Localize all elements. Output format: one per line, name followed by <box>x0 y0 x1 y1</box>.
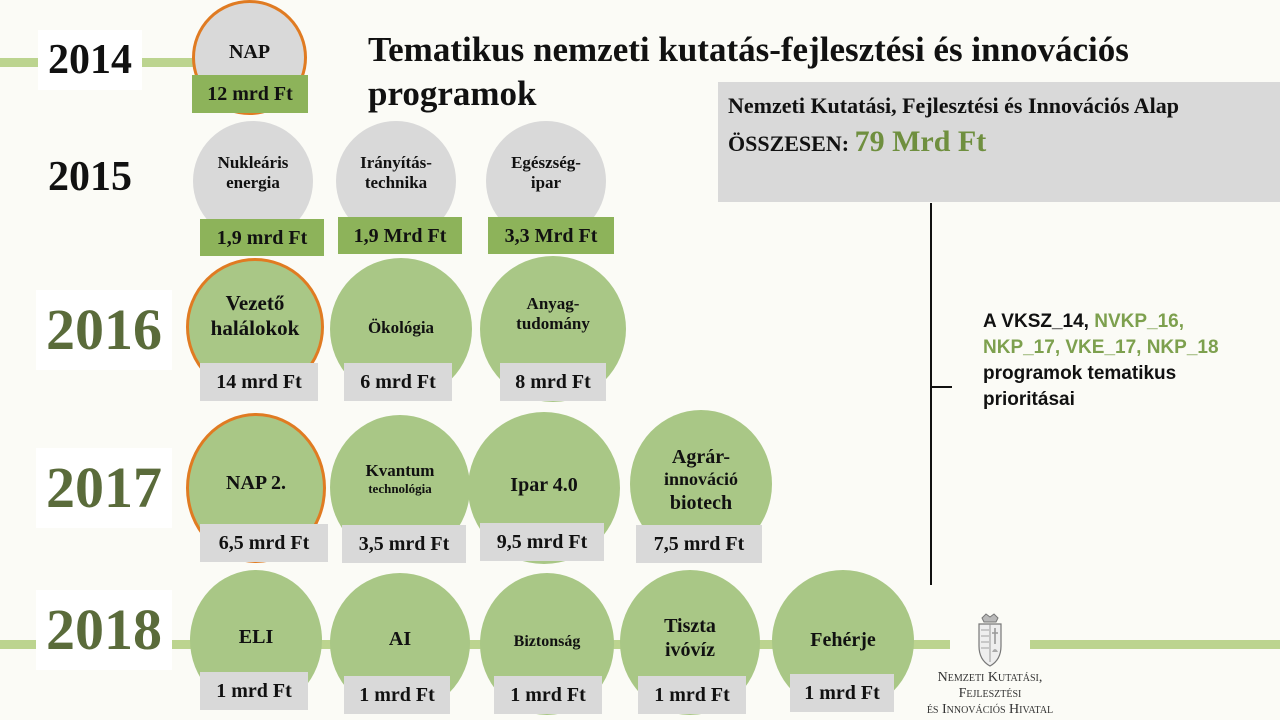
program-name-line1: Anyag- <box>526 293 580 313</box>
program-amount: 1 mrd Ft <box>200 672 308 710</box>
program-amount: 14 mrd Ft <box>200 363 318 401</box>
note-highlight: NVKP_16, NKP_17, VKE_17, NKP_18 <box>983 311 1219 358</box>
program-name: ELI <box>238 626 274 648</box>
program-name-line2: innováció <box>663 469 738 490</box>
fund-total-label: ÖSSZESEN: <box>728 131 850 156</box>
page-title: Tematikus nemzeti kutatás-fejlesztési és innovációs programok <box>368 30 1129 113</box>
program-name: NAP 2. <box>226 472 286 494</box>
note-part-1: A VKSZ_14, <box>983 311 1095 332</box>
program-amount: 12 mrd Ft <box>192 75 308 113</box>
year-2015: 2015 <box>48 154 132 200</box>
year-2017: 2017 <box>36 448 172 528</box>
program-name-line1: Tiszta <box>664 614 716 637</box>
program-amount: 1 mrd Ft <box>638 676 746 714</box>
fund-total <box>728 125 1270 159</box>
hungarian-coat-of-arms-icon <box>974 612 1006 668</box>
program-name-line1: Agrár- <box>671 446 731 469</box>
program-amount: 6 mrd Ft <box>344 363 452 401</box>
program-amount: 7,5 mrd Ft <box>636 525 762 563</box>
program-amount: 9,5 mrd Ft <box>480 523 604 561</box>
program-name-line3: biotech <box>669 491 733 514</box>
logo-text-line1: Nemzeti Kutatási, Fejlesztési <box>937 670 1043 701</box>
program-priorities-note <box>983 309 1243 413</box>
program-name-line2: tudomány <box>516 314 590 333</box>
program-name-line2: halálokok <box>210 316 300 340</box>
program-name-line1: Egészség- <box>511 152 581 172</box>
fund-total-value: 79 Mrd Ft <box>854 125 987 158</box>
program-name-line2: ivóvíz <box>664 638 715 661</box>
program-amount: 1 mrd Ft <box>790 674 894 712</box>
nkfih-logo <box>905 612 1075 718</box>
logo-text-line2: és Innovációs Hivatal <box>926 702 1054 717</box>
program-name: Biztonság <box>513 633 581 651</box>
bracket-tip <box>930 386 952 388</box>
bracket <box>916 203 932 585</box>
program-name: Ipar 4.0 <box>510 474 578 496</box>
program-amount: 3,5 mrd Ft <box>342 525 466 563</box>
program-amount: 1,9 mrd Ft <box>200 219 324 256</box>
program-name-line1: Irányítás- <box>360 152 432 172</box>
fund-summary-box <box>718 82 1280 202</box>
program-name: Fehérje <box>810 629 876 651</box>
note-part-3: programok tematikus prioritásai <box>983 363 1177 410</box>
program-amount: 8 mrd Ft <box>500 363 606 401</box>
program-amount: 1,9 Mrd Ft <box>338 217 462 254</box>
year-2018: 2018 <box>36 590 172 670</box>
program-name-line1: Nukleáris <box>217 152 289 172</box>
program-amount: 3,3 Mrd Ft <box>488 217 614 254</box>
year-2014: 2014 <box>38 30 142 90</box>
program-name: AI <box>388 628 412 650</box>
program-name-line2: technológia <box>368 480 432 496</box>
program-name-line2: energia <box>226 173 280 192</box>
year-2016: 2016 <box>36 290 172 370</box>
program-name-line2: technika <box>364 173 428 192</box>
program-amount: 6,5 mrd Ft <box>200 524 328 562</box>
program-name: NAP <box>228 40 271 63</box>
program-amount: 1 mrd Ft <box>344 676 450 714</box>
program-name-line1: Vezető <box>225 290 285 315</box>
program-name-line2: ipar <box>530 173 562 192</box>
program-amount: 1 mrd Ft <box>494 676 602 714</box>
fund-name: Nemzeti Kutatási, Fejlesztési és Innovációs Alap <box>728 93 1179 118</box>
program-name: Ökológia <box>367 317 435 337</box>
program-name-line1: Kvantum <box>365 460 435 480</box>
